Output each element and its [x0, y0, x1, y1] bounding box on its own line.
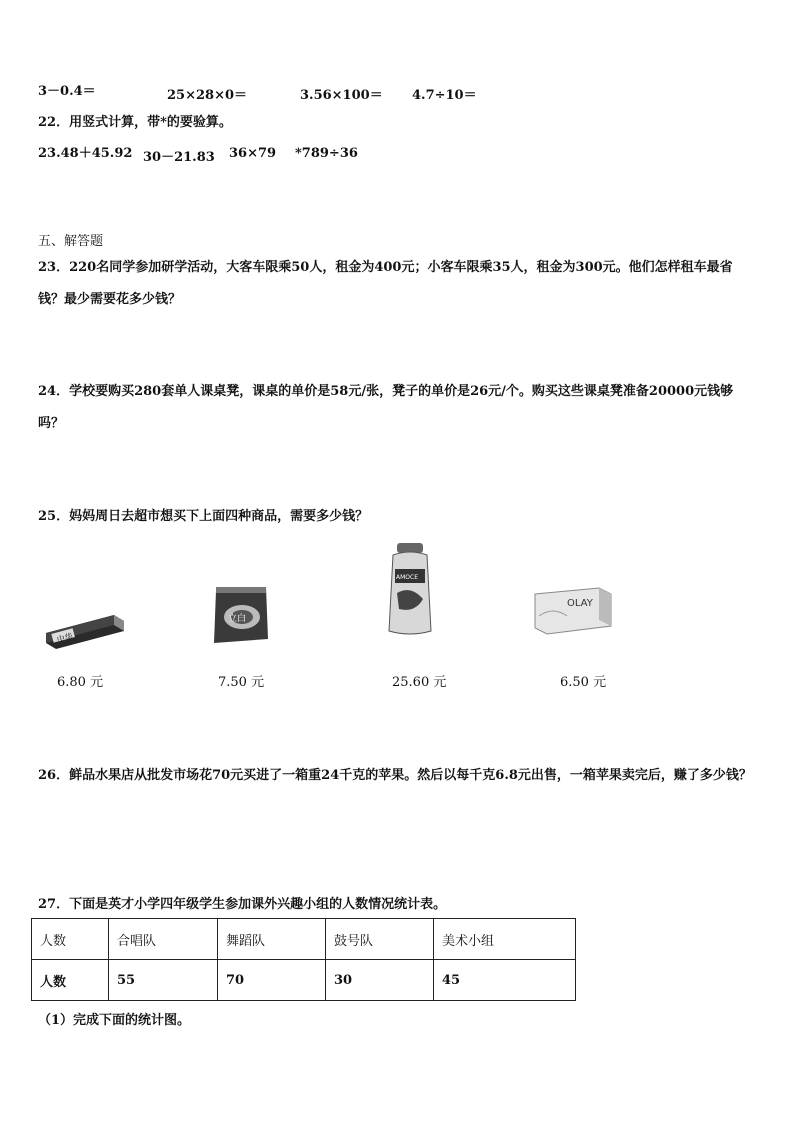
question-25-title: 25．妈妈周日去超市想买下上面四种商品，需要多少钱？: [38, 509, 369, 524]
soap-image: [533, 586, 613, 636]
q22-item-2: 30－21.83: [143, 150, 215, 165]
table-cell: 人数: [32, 960, 109, 1001]
product-3-brand: AMOCE: [396, 574, 418, 581]
question-27-sub1: （1）完成下面的统计图。: [38, 1013, 191, 1028]
product-2-price: 7.50 元: [218, 675, 265, 690]
calc-item-2: 25×28×0＝: [167, 88, 248, 103]
table-row: [32, 919, 576, 960]
product-1-price: 6.80 元: [57, 675, 104, 690]
product-4-price: 6.50 元: [560, 675, 607, 690]
calc-item-4: 4.7÷10＝: [412, 88, 477, 103]
product-2-brand: 立白: [228, 614, 247, 624]
product-3-price: 25.60 元: [392, 675, 447, 690]
table-cell: 合唱队: [109, 919, 218, 960]
q22-item-1: 23.48＋45.92: [38, 146, 133, 161]
question-22-title: 22．用竖式计算，带*的要验算。: [38, 115, 232, 130]
calc-item-3: 3.56×100＝: [300, 88, 383, 103]
toothpaste-image: [44, 611, 126, 651]
table-cell: 45: [434, 960, 576, 1001]
q22-item-3: 36×79: [229, 146, 277, 161]
product-soap: [533, 586, 613, 636]
product-detergent: [212, 585, 270, 645]
table-cell: 人数: [32, 919, 109, 960]
product-4-brand: OLAY: [567, 598, 593, 609]
table-cell: 55: [109, 960, 218, 1001]
question-24: 24．学校要购买280套单人课桌凳，课桌的单价是58元/张，凳子的单价是26元/个。购买这些课桌凳准备20000元钱够吗？: [38, 384, 734, 431]
table-cell: 70: [218, 960, 326, 1001]
table-cell: 舞蹈队: [218, 919, 326, 960]
question-27-title: 27．下面是英才小学四年级学生参加课外兴趣小组的人数情况统计表。: [38, 897, 447, 912]
table-cell: 30: [326, 960, 434, 1001]
question-23: 23．220名同学参加研学活动，大客车限乘50人，租金为400元；小客车限乘35人，租金为300元。他们怎样租车最省钱？最少需要花多少钱？: [38, 260, 733, 307]
table-cell: 美术小组: [434, 919, 576, 960]
shampoo-image: [385, 543, 435, 637]
q22-item-4: *789÷36: [295, 146, 358, 161]
stats-table: [31, 918, 576, 1001]
product-1-brand: 中华: [55, 631, 74, 645]
question-26: 26．鲜品水果店从批发市场花70元买进了一箱重24千克的苹果。然后以每千克6.8元出售，一箱苹果卖完后，赚了多少钱？: [38, 768, 752, 783]
table-row: [32, 960, 576, 1001]
product-shampoo: [385, 543, 435, 637]
section-heading: 五、解答题: [38, 234, 104, 249]
calc-item-1: 3－0.4＝: [38, 84, 96, 99]
table-cell: 鼓号队: [326, 919, 434, 960]
detergent-image: [212, 585, 270, 645]
product-toothpaste: [44, 611, 126, 651]
